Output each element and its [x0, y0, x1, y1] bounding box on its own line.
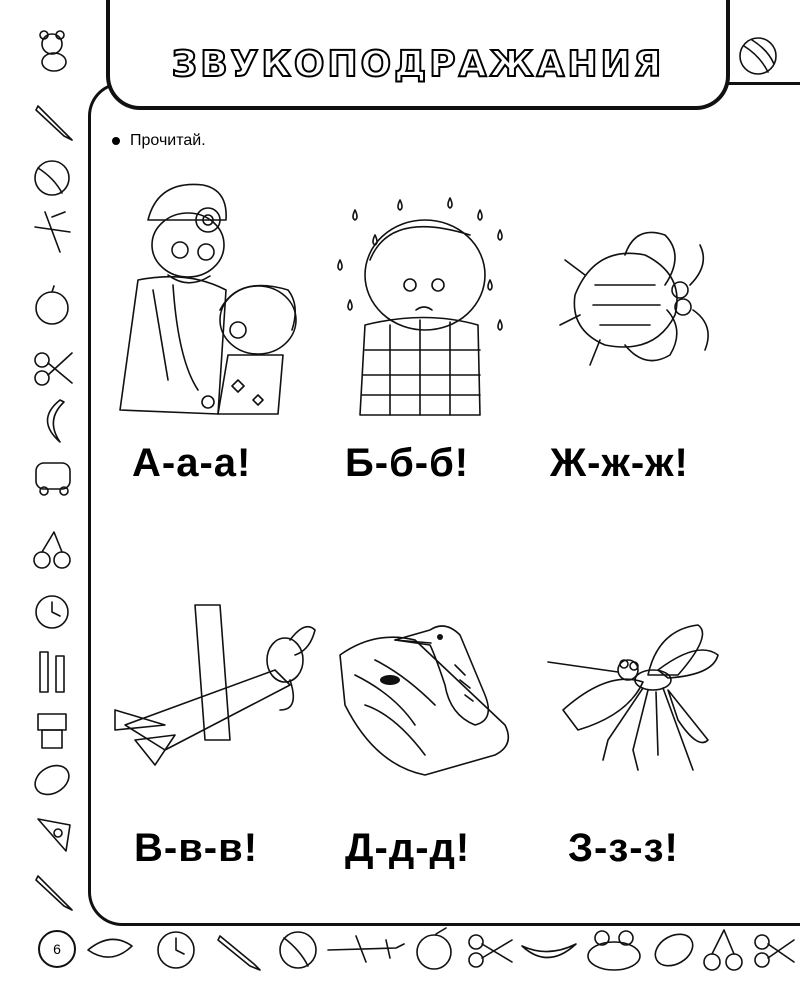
sound-label: А-а-а!	[132, 441, 252, 485]
mosquito-illustration	[548, 620, 723, 780]
airplane-illustration	[105, 600, 320, 770]
ball-icon	[738, 36, 778, 76]
frog-icon	[584, 926, 646, 974]
bullet-icon	[112, 137, 120, 145]
ball-icon	[30, 158, 80, 198]
scissors-icon	[752, 926, 798, 974]
crayon-icon	[30, 870, 80, 910]
cherries-icon	[700, 926, 750, 974]
instruction-text: Прочитай.	[130, 132, 206, 149]
apple-icon	[412, 926, 462, 974]
car-icon	[30, 455, 80, 495]
alarm-clock-icon	[30, 592, 80, 632]
apple-icon	[30, 290, 80, 330]
page-title: ЗВУКОПОДРАЖАНИЯ	[171, 44, 665, 85]
airplane-icon	[30, 212, 80, 252]
sound-label: Ж-ж-ж!	[550, 441, 689, 485]
banana-icon	[520, 926, 580, 974]
crayons-icon	[30, 652, 80, 692]
cherries-icon	[30, 530, 80, 570]
alarm-clock-icon	[152, 926, 200, 974]
rocket-icon	[30, 815, 80, 855]
sound-label: З-з-з!	[568, 826, 679, 870]
teddy-bear-icon	[30, 30, 80, 70]
crayon-icon	[216, 926, 262, 974]
crayon-icon	[30, 100, 80, 140]
sound-label: Б-б-б!	[345, 441, 470, 485]
title-box	[106, 0, 730, 110]
sound-label: Д-д-д!	[345, 826, 471, 870]
beetle-illustration	[555, 215, 715, 375]
instruction	[112, 132, 206, 150]
sound-label: В-в-в!	[134, 826, 259, 870]
shivering-boy-in-rain-illustration	[330, 190, 520, 420]
scissors-icon	[30, 348, 80, 388]
ball-icon	[276, 926, 320, 974]
page-number: 6	[38, 930, 76, 968]
woodpecker-illustration	[335, 615, 525, 780]
scissors-icon	[466, 926, 516, 974]
airplane-icon	[326, 926, 406, 974]
banana-icon	[30, 400, 80, 440]
doctor-and-girl-illustration	[108, 180, 308, 420]
lemon-icon	[650, 926, 700, 974]
robot-icon	[30, 710, 80, 750]
rocket-icon	[86, 926, 136, 974]
lemon-icon	[30, 762, 80, 802]
